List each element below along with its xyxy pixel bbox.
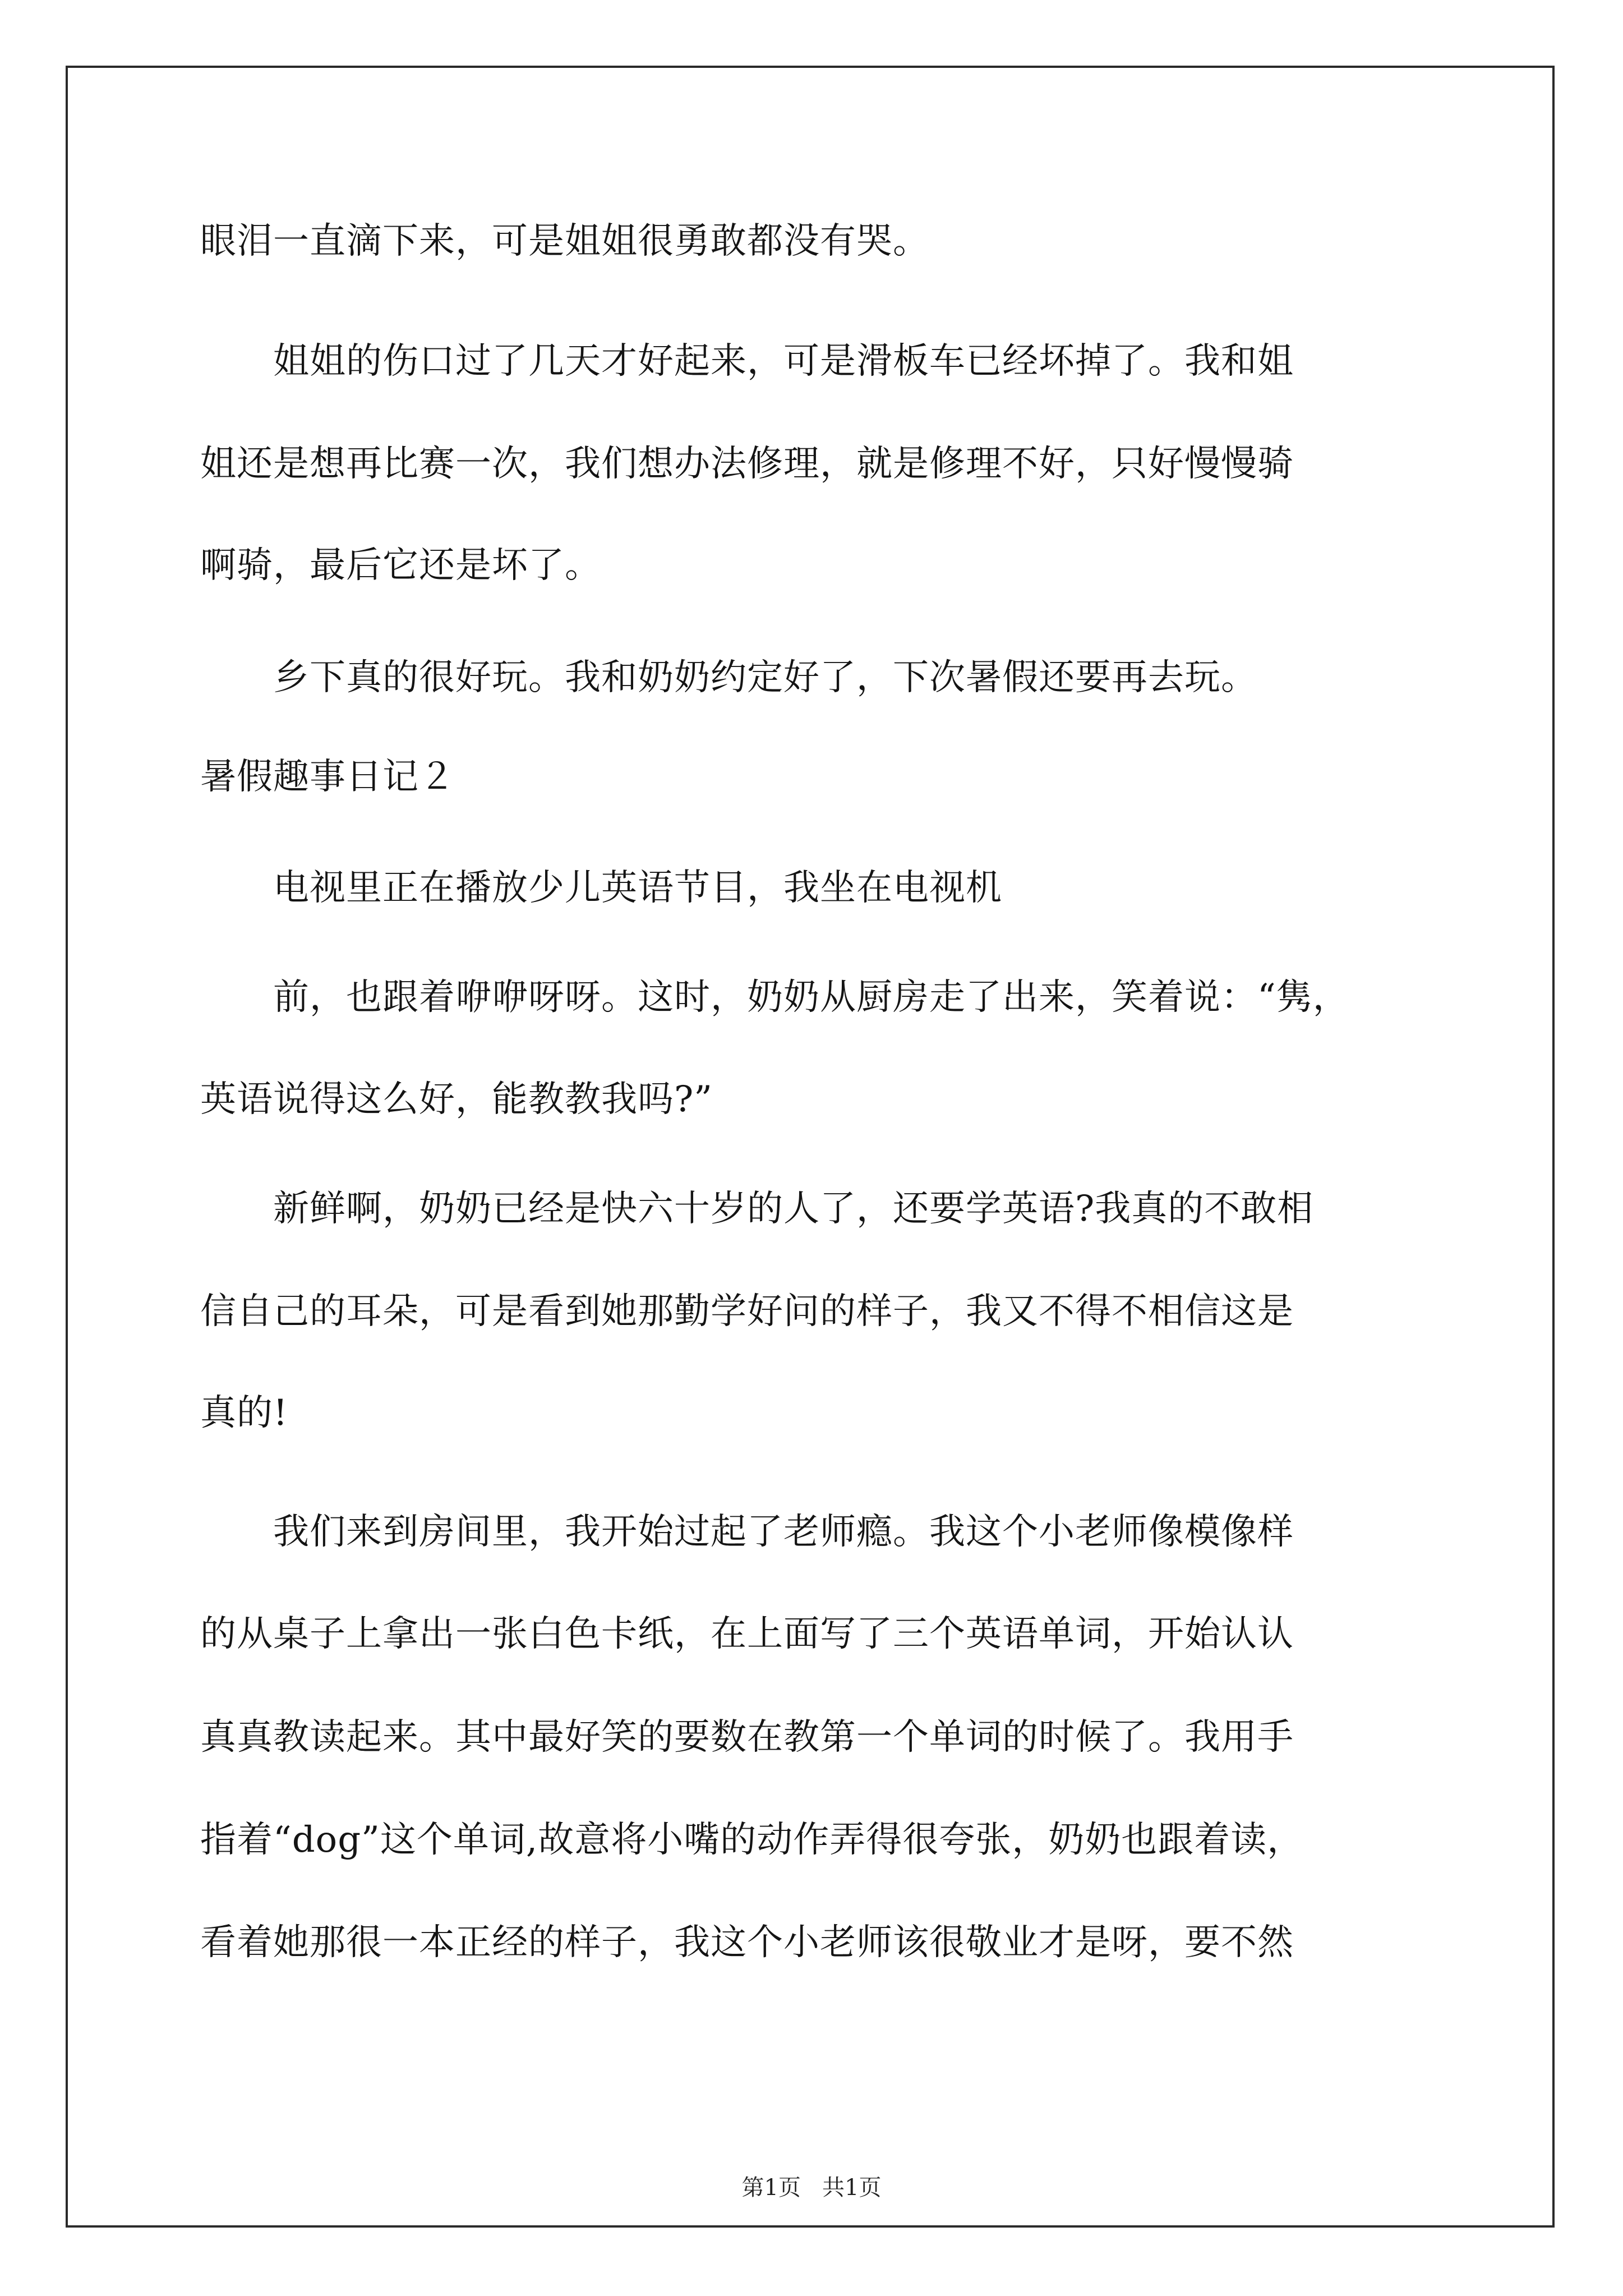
text-line: 我们来到房间里，我开始过起了老师瘾。我这个小老师像模像样 (200, 1511, 1294, 1553)
text-line: 英语说得这么好，能教教我吗?” (200, 1079, 713, 1120)
text-line: 电视里正在播放少儿英语节目，我坐在电视机 (200, 867, 1002, 909)
page-border (66, 66, 1555, 2228)
text-line: 前，也跟着咿咿呀呀。这时，奶奶从厨房走了出来，笑着说：“隽， (200, 977, 1349, 1018)
text-line: 指着“dog”这个单词,故意将小嘴的动作弄得很夸张，奶奶也跟着读， (200, 1819, 1304, 1861)
page-total: 共1页 (822, 2175, 882, 2201)
page-number: 第1页 (741, 2175, 801, 2201)
text-line: 真真教读起来。其中最好笑的要数在教第一个单词的时候了。我用手 (200, 1717, 1294, 1758)
text-line: 看着她那很一本正经的样子，我这个小老师该很敬业才是呀，要不然 (200, 1922, 1294, 1963)
text-line: 新鲜啊，奶奶已经是快六十岁的人了，还要学英语?我真的不敢相 (200, 1188, 1314, 1230)
text-line: 啊骑，最后它还是坏了。 (200, 545, 601, 586)
text-line: 真的! (200, 1392, 288, 1434)
text-line: 姐姐的伤口过了几天才好起来，可是滑板车已经坏掉了。我和姐 (200, 341, 1294, 382)
text-line: 信自己的耳朵，可是看到她那勤学好问的样子，我又不得不相信这是 (200, 1291, 1294, 1332)
text-line: 姐还是想再比赛一次，我们想办法修理，就是修理不好，只好慢慢骑 (200, 443, 1294, 485)
text-line: 乡下真的很好玩。我和奶奶约定好了，下次暑假还要再去玩。 (200, 657, 1257, 698)
page-footer (0, 2174, 1623, 2202)
text-line: 的从桌子上拿出一张白色卡纸，在上面写了三个英语单词，开始认认 (200, 1613, 1294, 1655)
section-heading: 暑假趣事日记２ (200, 756, 455, 798)
text-line: 眼泪一直滴下来，可是姐姐很勇敢都没有哭。 (200, 220, 929, 262)
